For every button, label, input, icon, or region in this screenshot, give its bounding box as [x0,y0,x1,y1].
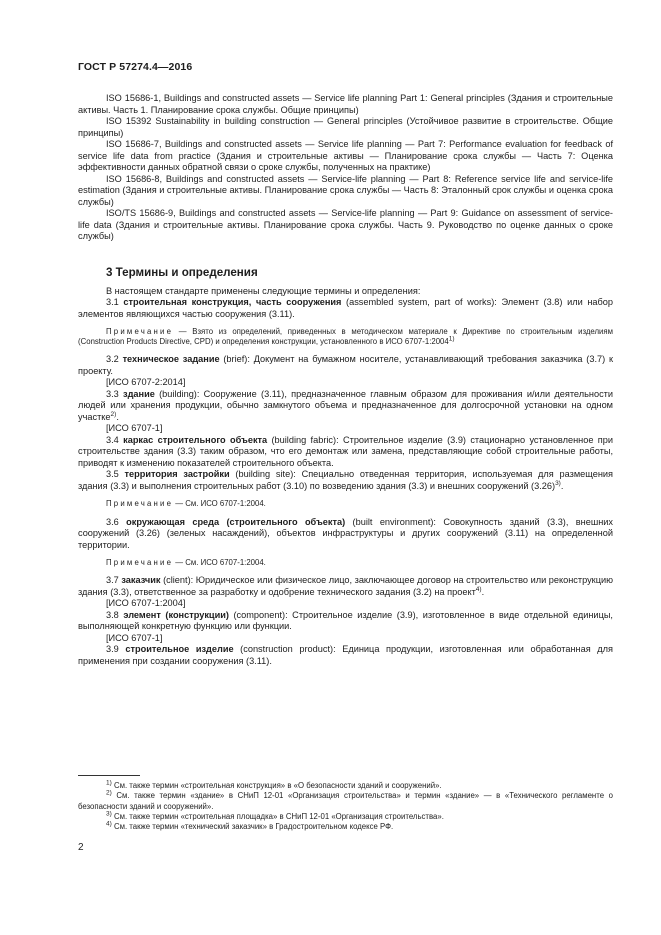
footnotes [78,781,613,832]
footnote-ref: 2) [110,410,117,418]
footnote-item [78,812,613,822]
note-text: — См. ИСО 6707-1:2004. [173,558,266,568]
term-3-1 [78,297,613,320]
term-name: окружающая среда (строительного объекта) [126,516,346,527]
term-end: . [481,586,485,597]
term-end: . [560,480,564,491]
term-number: 3.2 [106,354,123,365]
term-note [78,327,613,347]
footnote-ref: 4) [475,585,482,593]
footnote-mark: 2) [106,789,112,797]
note-text: — См. ИСО 6707-1:2004. [173,499,266,509]
term-note [78,558,613,568]
term-number: 3.6 [106,516,127,527]
term-note [78,499,613,509]
note-label: Примечание [106,558,174,568]
term-definition: (brief): Документ на бумажном носителе, устанавливающий требования заказчика (3.7) к проекту. [78,354,613,376]
term-3-5 [78,469,613,492]
term-number: 3.8 [106,609,124,620]
term-definition: (client): Юридическое или физическое лицо, заключающее договор на строительство или реконструкцию здания (3.3), ответственное за разработку и одобрение технического задания (3.2) на проект [78,575,613,597]
term-name: строительное изделие [125,644,234,655]
footnote-text: См. также термин «здание» в СНиП 12-01 «Организация строительства» и термин «здание» — в «Технического регламенте о безопасности зданий и сооружений». [78,791,613,811]
term-definition: (building site): Специально отведенная территория, используемая для размещения здания (3.3) и выполнения строительных работ (3.10) по возведению здания (3.3) и внешних сооружений (3.26) [78,469,614,491]
term-number: 3.1 [106,297,124,307]
term-3-6 [78,517,613,552]
footnote-mark: 3) [106,810,112,818]
term-source: [ИСО 6707-1] [106,423,163,434]
term-3-2 [78,354,613,377]
footnote-mark: 4) [106,820,112,828]
reference-item: ISO 15392 Sustainability in building construction — General principles (Устойчивое развитие в строительстве. Общие принципы) [78,116,613,138]
footnote-item [78,822,613,832]
term-3-8 [78,610,613,633]
document-header: ГОСТ Р 57274.4—2016 [78,61,193,73]
footnote-divider [78,775,140,776]
reference-list [78,93,613,243]
term-source: [ИСО 6707-1:2004] [106,598,186,609]
term-3-7 [78,575,613,598]
footnote-ref: 3) [555,479,561,487]
term-definition: (building): Сооружение (3.11), предназначенное главным образом для проживания и/или деятельности людей или хранения продукции, обычно замкнутого объема и предназначенное для долгосрочной установки на одном участке [78,388,613,422]
term-definition: (assembled system, part of works): Элемент (3.8) или набор элементов являющихся частью сооружения (3.11). [78,297,614,319]
term-3-3 [78,389,613,424]
footnote-ref: 1) [448,335,455,343]
term-number: 3.5 [106,469,125,480]
section-title: 3 Термины и определения [106,265,258,279]
note-label: Примечание [106,327,174,336]
footnote-text: См. также термин «технический заказчик» в Градостроительном кодексе РФ. [111,822,394,832]
footnote-text: См. также термин «строительная конструкция» в «О безопасности зданий и сооружений». [111,781,442,790]
footnote-item [78,781,613,791]
note-label: Примечание [106,499,174,509]
term-end: . [116,411,119,422]
page-body [78,93,613,667]
reference-item: ISO 15686-8, Buildings and constructed assets — Service-life planning — Part 8: Reference service life and service-life estimation (Здания и строительные активы. Планирование срока службы — Часть 8: Эталонный срок службы и оценка срока службы) [78,173,613,207]
reference-item: ISO 15686-7, Buildings and constructed assets — Service life planning — Part 7: Performance evaluation for feedback of service life data from practice (Здания и строительные активы — Планирование срока службы — Часть 7: Оценка эффективности данных обратной связи о сроке службы, полученных на практике) [78,139,613,172]
term-definition: (building fabric): Строительное изделие (3.9) стационарно установленное при строительстве здания (3.3) таким образом, что его демонтаж или замена, представляющие собой строительные работы, приводят к изменению показателей строительного объекта. [78,434,613,468]
term-3-9 [78,644,613,667]
term-name: техническое задание [122,354,220,365]
term-name: строительная конструкция, часть сооружения [123,297,342,307]
term-number: 3.3 [106,388,124,399]
section-intro: В настоящем стандарте применены следующие термины и определения: [106,285,421,296]
term-3-4 [78,435,613,470]
term-name: заказчик [121,575,161,586]
term-source: [ИСО 6707-1] [106,632,163,643]
term-definition: (built environment): Совокупность зданий (3.3), внешних сооружений (3.26) (зеленых насаждений), объектов инфраструктуры и других сооружений (3.11) на определенной территории. [78,516,614,550]
page-number: 2 [78,842,84,853]
reference-item: ISO/TS 15686-9, Buildings and constructed assets — Service-life planning — Part 9: Guidance on assessment of service-life data (Здания и строительные активы. Планирование срока службы. Часть 9. Руководство по оценке данных о сроке службы) [78,208,613,241]
note-text: — Взято из определений, приведенных в методическом материале к Директиве по строительным изделиям (Construction Products Directive, CPD) и определения конструкции, установленного в ИСО 6707-1:2004 [78,327,613,347]
term-name: здание [123,388,155,399]
term-definition: (construction product): Единица продукции, изготовленная или обработанная для применения при создании сооружения (3.11). [78,644,613,666]
reference-item: ISO 15686-1, Buildings and constructed assets — Service life planning Part 1: General principles (Здания и строительные активы. Часть 1. Планирование срока службы. Общие принципы) [78,93,613,115]
term-name: каркас строительного объекта [123,434,268,445]
footnote-mark: 1) [106,779,112,787]
term-number: 3.9 [106,644,126,655]
term-number: 3.7 [106,575,122,586]
term-number: 3.4 [106,434,124,445]
term-name: территория застройки [124,469,230,480]
term-definition: (component): Строительное изделие (3.9), изготовленное в виде отдельной единицы, выполняющей конкретную функцию или функции. [78,609,613,632]
footnote-text: См. также термин «строительная площадка» в СНиП 12-01 «Организация строительства». [111,811,444,821]
footnote-item [78,791,613,812]
term-name: элемент (конструкции) [123,609,229,620]
term-source: [ИСО 6707-2:2014] [106,377,186,388]
